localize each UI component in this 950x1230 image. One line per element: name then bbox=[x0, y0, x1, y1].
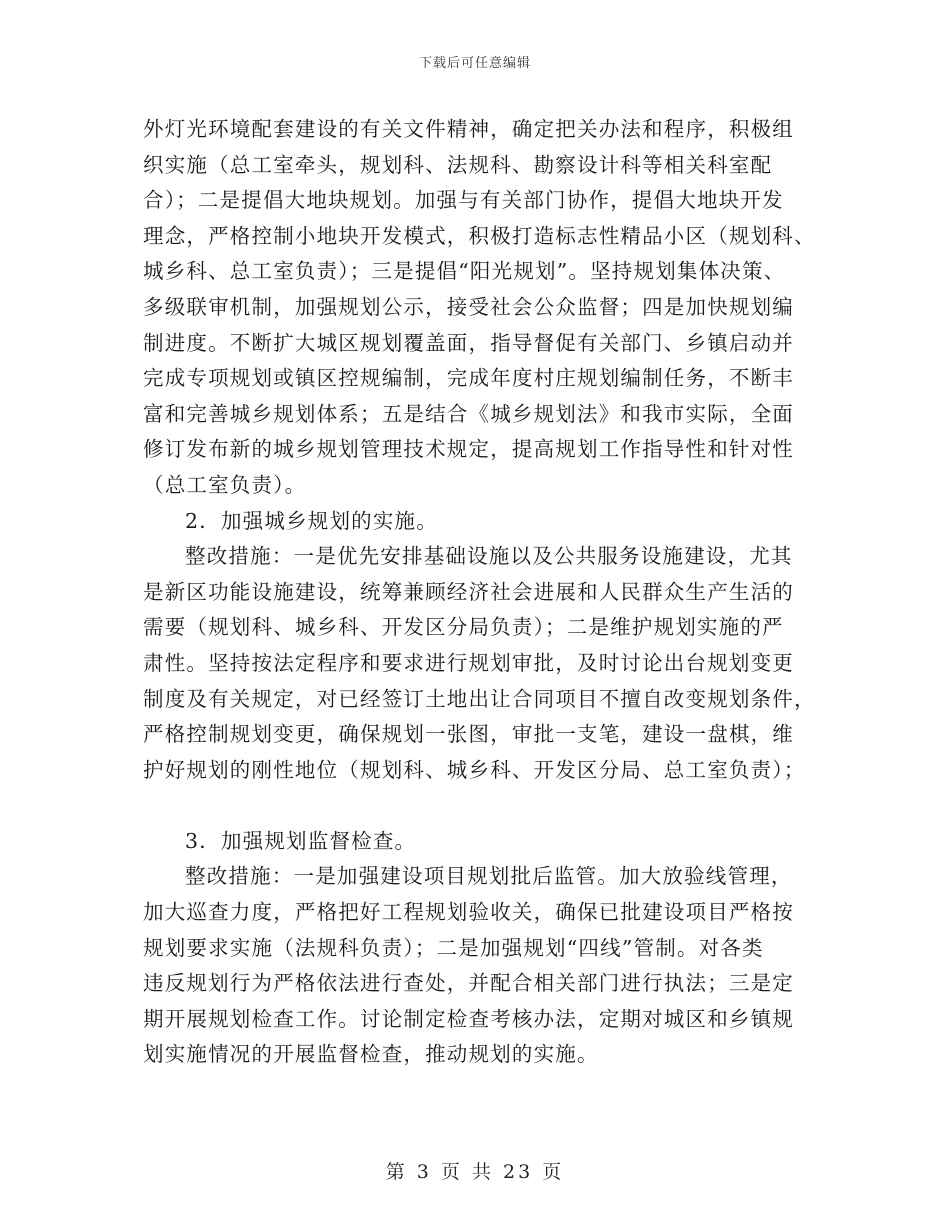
text-line: 违反规划行为严格依法进行查处，并配合相关部门进行执法；三是定 bbox=[143, 971, 794, 996]
text-line: 期开展规划检查工作。讨论制定检查考核办法，定期对城区和乡镇规 bbox=[143, 1006, 794, 1031]
text-line: 护好规划的刚性地位（规划科、城乡科、开发区分局、总工室负责）； bbox=[143, 757, 806, 782]
section-heading: 3．加强规划监督检查。 bbox=[185, 828, 417, 853]
text-line: 理念，严格控制小地块开发模式，积极打造标志性精品小区（规划科、 bbox=[143, 223, 816, 248]
text-line: 织实施（总工室牵头，规划科、法规科、勘察设计科等相关科室配 bbox=[143, 152, 773, 177]
text-line: 整改措施：一是优先安排基础设施以及公共服务设施建设，尤其 bbox=[185, 544, 793, 569]
text-line: （总工室负责）。 bbox=[143, 472, 307, 497]
text-line: 划实施情况的开展监督检查，推动规划的实施。 bbox=[143, 1042, 599, 1067]
text-line: 需要（规划科、城乡科、开发区分局负责）；二是维护规划实施的严 bbox=[143, 615, 784, 640]
text-line: 制进度。不断扩大城区规划覆盖面，指导督促有关部门、乡镇启动并 bbox=[143, 330, 794, 355]
text-line: 完成专项规划或镇区控规编制，完成年度村庄规划编制任务，不断丰 bbox=[143, 366, 794, 391]
text-line: 整改措施：一是加强建设项目规划批后监管。加大放验线管理， bbox=[185, 864, 793, 889]
page-number-footer: 第 3 页 共 23 页 bbox=[385, 1161, 565, 1183]
text-line: 肃性。坚持按法定程序和要求进行规划审批，及时讨论出台规划变更 bbox=[143, 650, 794, 675]
section-heading: 2．加强城乡规划的实施。 bbox=[185, 508, 438, 533]
header-note: 下载后可任意编辑 bbox=[418, 56, 531, 71]
text-line: 富和完善城乡规划体系；五是结合《城乡规划法》和我市实际，全面 bbox=[143, 401, 794, 426]
text-line: 合）；二是提倡大地块规划。加强与有关部门协作，提倡大地块开发 bbox=[143, 188, 784, 213]
text-line: 多级联审机制，加强规划公示，接受社会公众监督；四是加快规划编 bbox=[143, 294, 794, 319]
blank-line bbox=[143, 788, 803, 824]
text-line: 规划要求实施（法规科负责）；二是加强规划“四线”管制。对各类 bbox=[143, 935, 764, 960]
text-line: 城乡科、总工室负责）；三是提倡“阳光规划”。坚持规划集体决策、 bbox=[143, 259, 786, 284]
text-line: 严格控制规划变更，确保规划一张图，审批一支笔，建设一盘棋，维 bbox=[143, 722, 794, 747]
text-line: 是新区功能设施建设，统筹兼顾经济社会进展和人民群众生产生活的 bbox=[143, 579, 794, 604]
text-line: 外灯光环境配套建设的有关文件精神，确定把关办法和程序，积极组 bbox=[143, 117, 794, 141]
text-line: 加大巡查力度，严格把好工程规划验收关，确保已批建设项目严格按 bbox=[143, 900, 794, 925]
text-line: 制度及有关规定，对已经签订土地出让合同项目不擅自改变规划条件， bbox=[143, 686, 816, 711]
document-body bbox=[143, 112, 816, 1073]
text-line: 修订发布新的城乡规划管理技术规定，提高规划工作指导性和针对性 bbox=[143, 437, 794, 462]
